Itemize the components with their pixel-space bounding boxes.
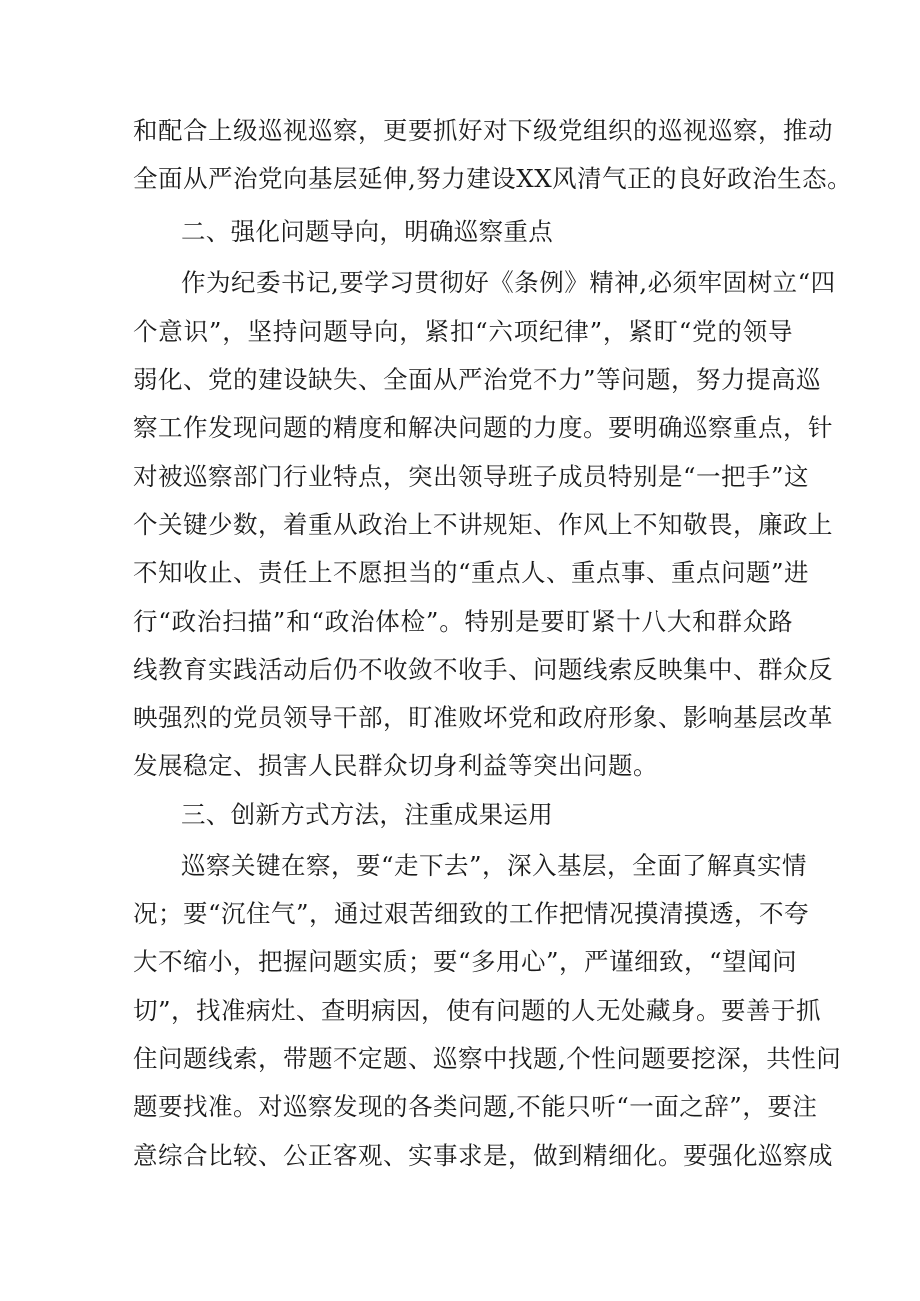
paragraph-line: 个意识”，坚持问题导向，紧扣“六项纪律”，紧盯“党的领导 bbox=[133, 317, 793, 346]
paragraph-line: 意综合比较、公正客观、实事求是，做到精细化。要强化巡察成 bbox=[133, 1141, 833, 1170]
paragraph-line: 题要找准。对巡察发现的各类问题,不能只听“一面之辞”，要注 bbox=[133, 1092, 818, 1121]
paragraph-line: 大不缩小，把握问题实质；要“多用心”，严谨细致，“望闻问 bbox=[133, 947, 798, 976]
paragraph-line: 巡察关键在察，要“走下去”，深入基层，全面了解真实情 bbox=[181, 851, 808, 880]
paragraph-line: 行“政治扫描”和“政治体检”。特别是要盯紧十八大和群众路 bbox=[133, 607, 793, 636]
paragraph-line: 住问题线索，带题不定题、巡察中找题,个性问题要挖深，共性问 bbox=[133, 1044, 842, 1073]
section-heading-3: 三、创新方式方法，注重成果运用 bbox=[181, 800, 553, 829]
section-heading-2: 二、强化问题导向，明确巡察重点 bbox=[181, 217, 553, 246]
paragraph-line: 不知收止、责任上不愿担当的“重点人、重点事、重点问题”进 bbox=[133, 558, 810, 587]
paragraph-line: 全面从严治党向基层延伸,努力建设XX风清气正的良好政治生态。 bbox=[133, 164, 853, 193]
paragraph-line: 映强烈的党员领导干部，盯准败坏党和政府形象、影响基层改革 bbox=[133, 703, 833, 732]
paragraph-line: 察工作发现问题的精度和解决问题的力度。要明确巡察重点，针 bbox=[133, 413, 833, 442]
paragraph-line: 个关键少数，着重从政治上不讲规矩、作风上不知敬畏，廉政上 bbox=[133, 510, 833, 539]
paragraph-line: 况；要“沉住气”，通过艰苦细致的工作把情况摸清摸透，不夸 bbox=[133, 899, 810, 928]
paragraph-line: 发展稳定、损害人民群众切身利益等突出问题。 bbox=[133, 751, 658, 780]
paragraph-line: 切”，找准病灶、查明病因，使有问题的人无处藏身。要善于抓 bbox=[133, 996, 822, 1025]
paragraph-line: 弱化、党的建设缺失、全面从严治党不力”等问题，努力提高巡 bbox=[133, 365, 822, 394]
paragraph-line: 线教育实践活动后仍不收敛不收手、问题线索反映集中、群众反 bbox=[133, 655, 833, 684]
paragraph-line: 和配合上级巡视巡察，更要抓好对下级党组织的巡视巡察，推动 bbox=[133, 116, 833, 145]
paragraph-line: 作为纪委书记,要学习贯彻好《条例》精神,必须牢固树立“四 bbox=[181, 268, 836, 297]
paragraph-line: 对被巡察部门行业特点，突出领导班子成员特别是“一把手”这 bbox=[133, 462, 810, 491]
